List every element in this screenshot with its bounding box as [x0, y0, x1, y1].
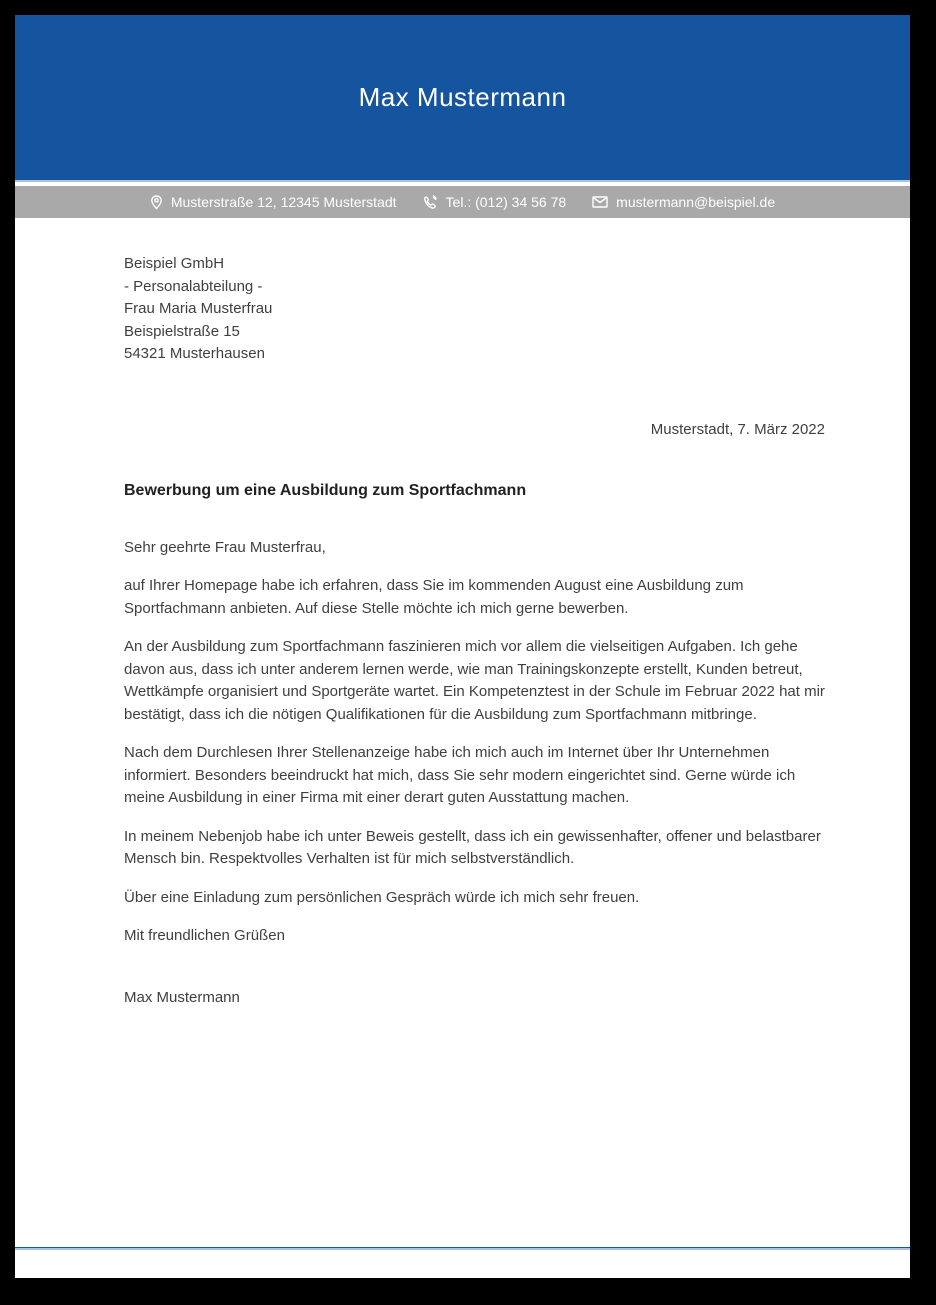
contact-address-text: Musterstraße 12, 12345 Musterstadt: [170, 194, 397, 210]
applicant-name: Max Mustermann: [358, 82, 567, 112]
recipient-line: 54321 Musterhausen: [124, 345, 265, 362]
phone-icon: [423, 195, 438, 210]
recipient-line: - Personalabteilung -: [124, 277, 263, 295]
closing-phrase: Mit freundlichen Grüßen: [124, 927, 285, 944]
body-paragraph: Nach dem Durchlesen Ihrer Stellenanzeige habe ich mich auch im Internet über Ihr Unternehmen informiert. Besonders beeindruckt hat mich, dass Sie sehr modern eingerichtet sind. Gerne würde ich meine Ausbildung in einer Firma mit einer derart guten Ausstattung machen.: [124, 744, 796, 806]
contact-phone-text: Tel.: (012) 34 56 78: [445, 194, 567, 210]
body-paragraph: In meinem Nebenjob habe ich unter Beweis gestellt, dass ich ein gewissenhafter, offener und belastbarer Mensch bin. Respektvolles Verhalten ist für mich selbstverständlich.: [124, 827, 821, 867]
contact-bar: [15, 186, 910, 218]
letterhead-banner: [15, 15, 910, 182]
location-pin-icon: [150, 195, 163, 210]
body-paragraph: An der Ausbildung zum Sportfachmann faszinieren mich vor allem die vielseitigen Aufgaben. Ich gehe davon aus, dass ich unter anderem lernen werde, wie man Trainingskonzepte erstellt, Kunden betreut, Wettkämpfe organisiert und Sportgeräte wartet. Ein Kompetenztest in der Schule im Februar 2022 hat mir bestätigt, dass ich die nötigen Qualifikationen für die Ausbildung zum Sportfachmann mitbringe.: [124, 638, 825, 723]
body-paragraph: auf Ihrer Homepage habe ich erfahren, dass Sie im kommenden August eine Ausbildung zum Sportfachmann anbieten. Auf diese Stelle möchte ich mich gerne bewerben.: [124, 577, 744, 617]
date-line: Musterstadt, 7. März 2022: [650, 420, 825, 438]
body-paragraph: Über eine Einladung zum persönlichen Gespräch würde ich mich sehr freuen.: [124, 888, 640, 906]
subject-line: Bewerbung um eine Ausbildung zum Sportfachmann: [124, 482, 527, 499]
envelope-icon: [592, 196, 608, 208]
contact-email: [592, 194, 775, 210]
recipient-line: Frau Maria Musterfrau: [124, 300, 273, 317]
footer-accent-rule: [15, 1247, 910, 1250]
contact-phone: [423, 194, 567, 210]
contact-address: [150, 194, 397, 210]
salutation: Sehr geehrte Frau Musterfrau,: [124, 538, 326, 556]
recipient-line: Beispiel GmbH: [124, 255, 225, 272]
recipient-address-block: [124, 253, 825, 366]
letter-page: [15, 15, 910, 1278]
signature-name: Max Mustermann: [124, 988, 240, 1006]
recipient-line: Beispielstraße 15: [124, 322, 240, 340]
letter-body: [15, 218, 910, 1009]
contact-email-text: mustermann@beispiel.de: [616, 194, 776, 210]
